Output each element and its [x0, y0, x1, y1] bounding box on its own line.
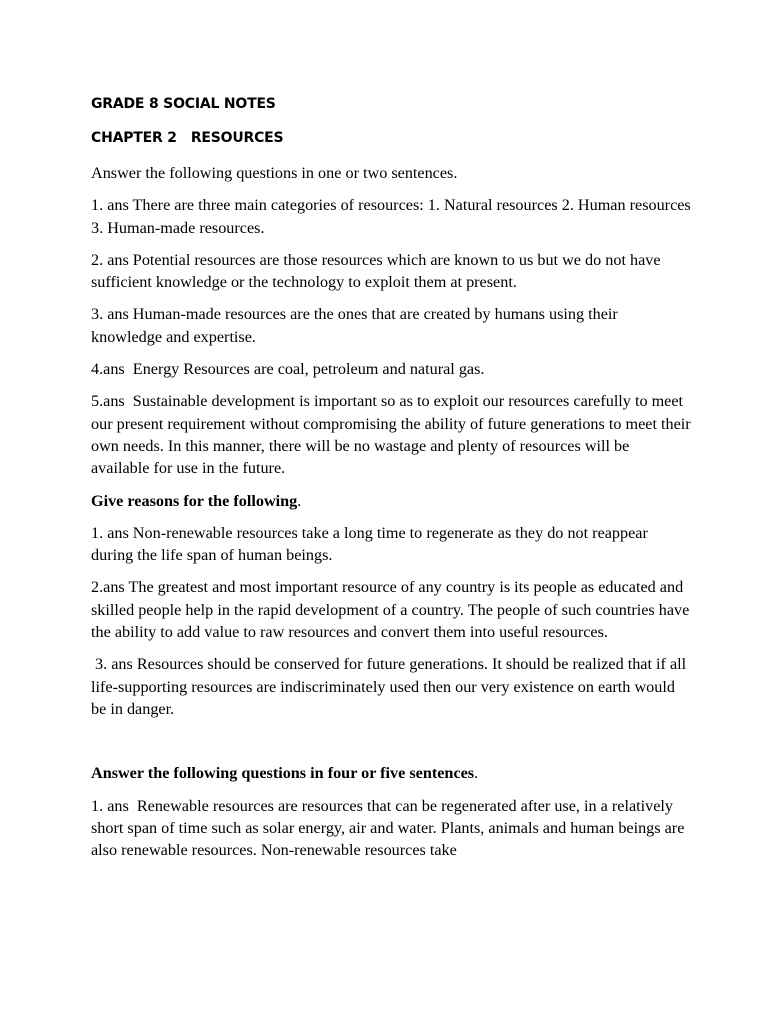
section2-answer-2: 2.ans The greatest and most important resource of any country is its people as educated and skilled people help in the rapid development of a country. The people of such countries have the ability to add value to raw resources and convert them into useful resources. [91, 578, 690, 642]
section1-answer-4: 4.ans Energy Resources are coal, petroleum and natural gas. [91, 360, 485, 379]
section1-answer-1: 1. ans There are three main categories of resources: 1. Natural resources 2. Human resources 3. Human-made resources. [91, 196, 691, 237]
section1-instruction: Answer the following questions in one or two sentences. [91, 164, 458, 182]
section3-heading-text: Answer the following questions in four or five sentences [91, 764, 475, 783]
section-spacer [91, 730, 691, 762]
section2-heading [91, 490, 691, 512]
chapter-heading: CHAPTER 2 RESOURCES [91, 130, 284, 146]
section3-heading [91, 762, 691, 784]
section2-answer-3: 3. ans Resources should be conserved for future generations. It should be realized that if all life-supporting resources are indiscriminately used then our very existence on earth would be in danger. [91, 655, 691, 718]
section1-answer-3: 3. ans Human-made resources are the ones that are created by humans using their knowledge and expertise. [91, 305, 618, 346]
section3-heading-punct: . [474, 764, 479, 783]
section1-answer-2: 2. ans Potential resources are those resources which are known to us but we do not have sufficient knowledge or the technology to exploit them at present. [91, 250, 661, 292]
section3-answer-1: 1. ans Renewable resources are resources that can be regenerated after use, in a relatively short span of time such as solar energy, air and water. Plants, animals and human beings are also renewable resources. Non-renewable resources take [91, 796, 689, 860]
section2-answer-1: 1. ans Non-renewable resources take a long time to regenerate as they do not reappear during the life span of human beings. [91, 523, 648, 565]
section2-heading-punct: . [297, 491, 302, 510]
section1-answer-5: 5.ans Sustainable development is important so as to exploit our resources carefully to meet our present requirement without compromising the ability of future generations to meet their own needs. In this manner, there will be no wastage and plenty of resources will be available for use in the future. [91, 392, 695, 478]
document-title: GRADE 8 SOCIAL NOTES [91, 96, 276, 112]
section2-heading-text: Give reasons for the following [91, 491, 298, 510]
document-page [91, 94, 695, 871]
